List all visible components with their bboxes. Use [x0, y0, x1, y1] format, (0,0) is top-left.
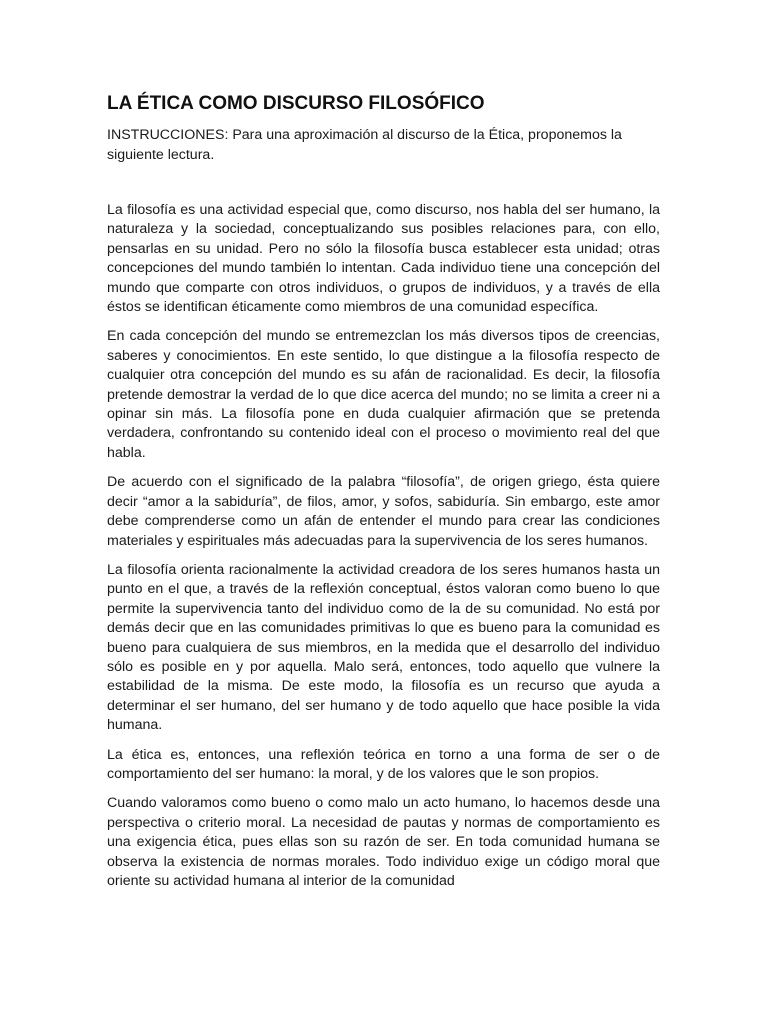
instructions-text: INSTRUCCIONES: Para una aproximación al discurso de la Ética, proponemos la siguiente lectura. [107, 127, 622, 163]
document-page [107, 93, 660, 901]
paragraph-4: La filosofía orienta racionalmente la actividad creadora de los seres humanos hasta un punto en el que, a través de la reflexión conceptual, éstos valoran como bueno lo que permite la supervivencia tanto del individuo como de la de su comunidad. No está por demás decir que en las comunidades primitivas lo que es bueno para la comunidad es bueno para cualquiera de sus miembros, en la medida que el desarrollo del individuo sólo es posible en y por aquella. Malo será, entonces, todo aquello que vulnere la estabilidad de la misma. De este modo, la filosofía es un recurso que ayuda a determinar el ser humano, del ser humano y de todo aquello que hace posible la vida humana. [107, 561, 660, 734]
paragraph-2: En cada concepción del mundo se entremezclan los más diversos tipos de creencias, saberes y conocimientos. En este sentido, lo que distingue a la filosofía respecto de cualquier otra concepción del mundo es su afán de racionalidad. Es decir, la filosofía pretende demostrar la verdad de lo que dice acerca del mundo; no se limita a creer ni a opinar sin más. La filosofía pone en duda cualquier afirmación que se pretenda verdadera, confrontando su contenido ideal con el proceso o movimiento real del que habla. [107, 328, 660, 461]
paragraph-5: La ética es, entonces, una reflexión teórica en torno a una forma de ser o de comportamiento del ser humano: la moral, y de los valores que le son propios. [107, 746, 660, 782]
document-title: LA ÉTICA COMO DISCURSO FILOSÓFICO [107, 93, 485, 114]
paragraph-6: Cuando valoramos como bueno o como malo un acto humano, lo hacemos desde una perspectiva o criterio moral. La necesidad de pautas y normas de comportamiento es una exigencia ética, pues ellas son su razón de ser. En toda comunidad humana se observa la existencia de normas morales. Todo individuo exige un código moral que oriente su actividad humana al interior de la comunidad [107, 795, 660, 889]
paragraph-1: La filosofía es una actividad especial que, como discurso, nos habla del ser humano, la naturaleza y la sociedad, conceptualizando sus posibles relaciones para, con ello, pensarlas en su unidad. Pero no sólo la filosofía busca establecer esta unidad; otras concepciones del mundo también lo intentan. Cada individuo tiene una concepción del mundo que comparte con otros individuos, o grupos de individuos, y a través de ella éstos se identifican éticamente como miembros de una comunidad específica. [107, 202, 660, 316]
paragraph-3: De acuerdo con el significado de la palabra “filosofía”, de origen griego, ésta quiere decir “amor a la sabiduría”, de filos, amor, y sofos, sabiduría. Sin embargo, este amor debe comprenderse como un afán de entender el mundo para crear las condiciones materiales y espirituales más adecuadas para la supervivencia de los seres humanos. [107, 474, 660, 549]
